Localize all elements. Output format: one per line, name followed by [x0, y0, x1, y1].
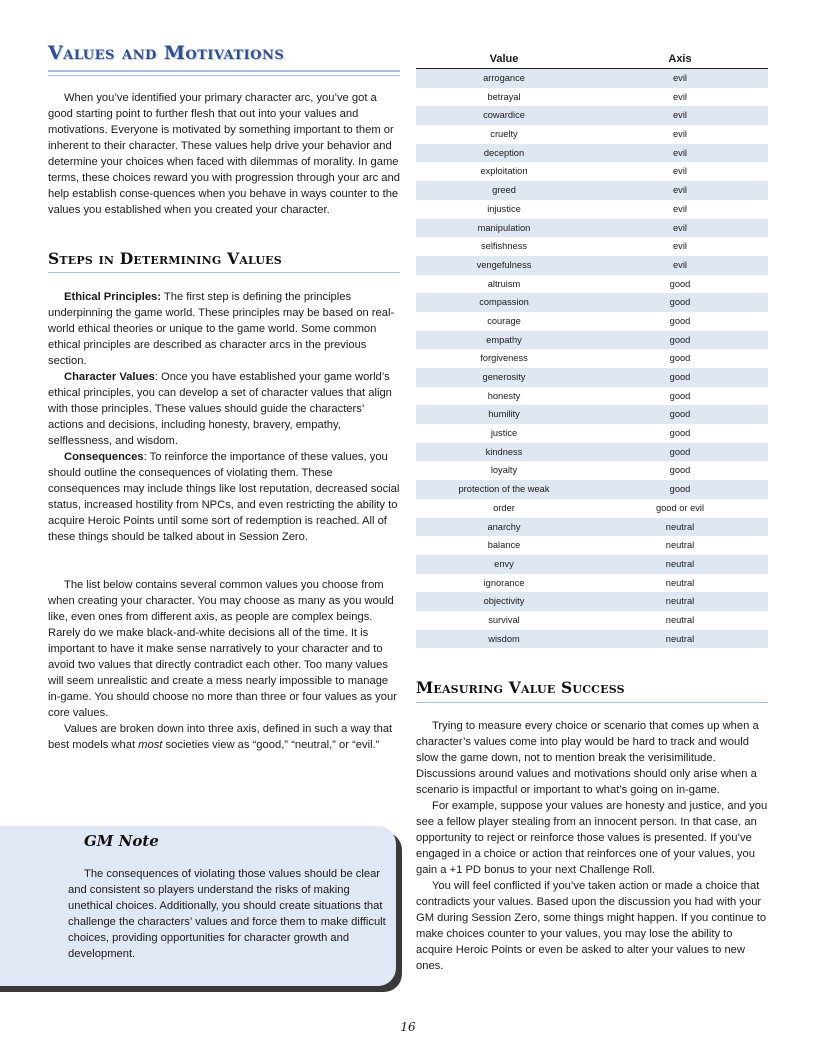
step-text: : To reinforce the importance of these values, you should outline the consequences of violating them. These consequences may include things like lost reputation, decreased social status, increased hostility from NPCs, and even restricting the ability to acquire Heroic Points until some sort of redemption is reached. All of these things should be talked about in Session Zero.: [48, 451, 400, 543]
axis-cell: good: [669, 278, 691, 289]
step-ethical-principles: [48, 289, 400, 369]
axis-cell: evil: [673, 129, 687, 140]
table-row: [416, 536, 768, 555]
table-row: [416, 125, 768, 144]
value-cell: betrayal: [487, 91, 521, 102]
value-cell: manipulation: [477, 222, 531, 233]
table-row: [416, 237, 768, 256]
table-row: [416, 106, 768, 125]
value-cell: courage: [487, 315, 521, 326]
value-cell: exploitation: [480, 166, 528, 177]
axis-cell: evil: [673, 222, 687, 233]
value-cell: selfishness: [481, 241, 527, 252]
value-cell: empathy: [486, 334, 522, 345]
table-body: [416, 69, 768, 648]
value-cell: altruism: [487, 278, 521, 289]
axis-cell: good: [669, 315, 691, 326]
measuring-rule: [416, 702, 768, 703]
table-row: [416, 69, 768, 88]
step-character-values: [48, 369, 400, 449]
value-cell: loyalty: [490, 465, 518, 476]
table-row: [416, 349, 768, 368]
table-row: [416, 461, 768, 480]
table-row: [416, 331, 768, 350]
axis-cell: evil: [673, 203, 687, 214]
axis-cell: good: [669, 465, 691, 476]
table-row: [416, 88, 768, 107]
table-row: [416, 592, 768, 611]
table-row: [416, 405, 768, 424]
table-row: [416, 144, 768, 163]
axis-cell: evil: [673, 110, 687, 121]
value-cell: injustice: [487, 203, 521, 214]
axis-emphasis: most: [138, 739, 163, 751]
value-cell: forgiveness: [480, 353, 528, 364]
value-cell: protection of the weak: [458, 484, 550, 495]
value-cell: cruelty: [490, 129, 518, 140]
axis-cell: neutral: [665, 521, 695, 532]
axis-cell: good: [669, 409, 691, 420]
axis-cell: good: [669, 372, 691, 382]
step-lead: Consequences: [64, 451, 144, 463]
table-row: [416, 480, 768, 499]
axis-cell: neutral: [665, 596, 695, 607]
header-axis: Axis: [668, 53, 692, 65]
value-cell: deception: [483, 147, 525, 158]
axis-paragraph: [48, 721, 400, 753]
value-cell: arrogance: [483, 73, 525, 83]
table-row: [416, 630, 768, 649]
axis-cell: evil: [673, 241, 687, 252]
list-paragraph: The list below contains several common values you choose from when creating your character. You may choose as many as you would like, even ones from different axis, as people are complex beings. Rarely do we make black-and-white decisions all of the time. It is important to have it make sense narratively to your character and to avoid two values that directly contradict each other. Too many values will seem unrealistic and create a mess nearly impossible to manage in-game. You should choose no more than three or four values as your core values.: [48, 579, 397, 719]
steps-block: [48, 289, 400, 545]
axis-cell: evil: [673, 147, 687, 158]
axis-text-after: societies view as “good,” “neutral,” or “evil.”: [162, 739, 380, 751]
axis-cell: neutral: [665, 633, 695, 644]
table-row: [416, 162, 768, 181]
axis-cell: neutral: [665, 558, 695, 569]
table-row: [416, 293, 768, 312]
table-row: [416, 555, 768, 574]
value-cell: ignorance: [483, 577, 525, 588]
axis-cell: neutral: [665, 577, 695, 588]
value-cell: balance: [487, 540, 521, 551]
axis-cell: good: [669, 428, 691, 439]
table-row: [416, 200, 768, 219]
values-table: [416, 50, 768, 648]
step-text: : Once you have established your game world’s ethical principles, you can develop a set of character values that align with those principles. These values should guide the characters’ actions and decisions, including honesty, bravery, empathy, selflessness, and wisdom.: [48, 371, 392, 447]
axis-cell: good: [669, 484, 691, 495]
value-cell: vengefulness: [476, 259, 532, 270]
value-cell: humility: [488, 409, 520, 420]
axis-cell: evil: [673, 185, 687, 196]
table-row: [416, 275, 768, 294]
table-row: [416, 387, 768, 406]
value-cell: envy: [494, 558, 514, 569]
table-header: [416, 50, 768, 69]
value-cell: generosity: [482, 372, 526, 382]
value-cell: order: [493, 502, 515, 513]
step-lead: Character Values: [64, 371, 155, 383]
axis-cell: neutral: [665, 540, 695, 551]
value-cell: justice: [490, 428, 518, 439]
table-row: [416, 312, 768, 331]
section-title: Values and Motivations: [48, 42, 285, 64]
table-row: [416, 181, 768, 200]
list-block: [48, 577, 400, 753]
table-row: [416, 574, 768, 593]
header-value: Value: [489, 53, 519, 65]
measuring-paragraph: You will feel conflicted if you’ve taken action or made a choice that contradicts your values. Based upon the discussion you had with your GM during Session Zero, some things might happen. If you continue to make choices counter to your values, you may lose the ability to acquire Heroic Points or even be asked to alter your values to new ones.: [416, 880, 767, 972]
value-cell: survival: [488, 614, 520, 625]
table-row: [416, 424, 768, 443]
table-row: [416, 368, 768, 387]
axis-cell: evil: [673, 166, 687, 177]
axis-cell: good or evil: [655, 502, 705, 513]
table-row: [416, 499, 768, 518]
intro-paragraph: When you’ve identified your primary character arc, you’ve got a good starting point to further flesh that out into your values and motivations. Everyone is motivated by something important to them or inherent to their character. These values help drive your behavior and determine your choices when faced with dilemmas of morality. In game terms, these choices reward you with progression through your arc and help establish conse-quences when you behave in ways counter to the values you established when you created your character.: [48, 92, 400, 216]
measuring-paragraph: Trying to measure every choice or scenario that comes up when a character’s values come into play would be hard to track and would slow the game down, not to mention break the verisimilitude. Discussions around values and motivations should only arise when a scenario is impactful or important to what’s going on in-game.: [416, 720, 759, 796]
table-row: [416, 256, 768, 275]
axis-cell: good: [669, 297, 691, 308]
axis-cell: good: [669, 353, 691, 364]
gm-note-title: GM Note: [84, 832, 159, 850]
value-cell: wisdom: [488, 633, 520, 644]
table-row: [416, 443, 768, 462]
gm-note-text: The consequences of violating those values should be clear and consistent so players understand the risks of making unethical choices. Additionally, you should create situations that challenge the characters’ values and force them to make difficult choices, providing opportunities for character growth and development.: [68, 868, 386, 960]
steps-rule: [48, 272, 400, 273]
table-row: [416, 611, 768, 630]
axis-cell: evil: [673, 73, 687, 83]
table-row: [416, 219, 768, 238]
step-text: The first step is defining the principles underpinning the game world. These principles may be based on real-world ethical theories or unique to the game world. Some common ethical principles are described as character arcs in the previous section.: [48, 291, 395, 367]
axis-cell: neutral: [665, 614, 695, 625]
value-cell: kindness: [485, 446, 523, 457]
value-cell: anarchy: [487, 521, 521, 532]
value-cell: objectivity: [483, 596, 525, 607]
intro-block: [48, 90, 400, 218]
table-row: [416, 518, 768, 537]
page-number: 16: [400, 1020, 416, 1034]
step-consequences: [48, 449, 400, 545]
value-cell: greed: [492, 185, 516, 196]
title-rule: [48, 70, 400, 76]
axis-cell: evil: [673, 259, 687, 270]
value-cell: cowardice: [483, 110, 525, 121]
value-cell: honesty: [487, 390, 521, 401]
axis-cell: good: [669, 390, 691, 401]
measuring-paragraph: For example, suppose your values are honesty and justice, and you see a fellow player stealing from an innocent person. In that case, an opportunity to reject or reinforce those values is presented. If you’ve engaged in a choice or action that reinforces one of your values, you gain a +1 PD bonus to your next Challenge Roll.: [416, 800, 768, 876]
value-cell: compassion: [479, 297, 529, 308]
axis-cell: evil: [673, 91, 687, 102]
axis-cell: good: [669, 446, 691, 457]
measuring-block: [416, 718, 768, 974]
step-lead: Ethical Principles:: [64, 291, 161, 303]
axis-text-before: Values are broken down into three axis, defined in such a way that best models what: [48, 723, 393, 751]
steps-heading: Steps in Determining Values: [48, 249, 282, 268]
measuring-heading: Measuring Value Success: [416, 678, 625, 697]
axis-cell: good: [669, 334, 691, 345]
